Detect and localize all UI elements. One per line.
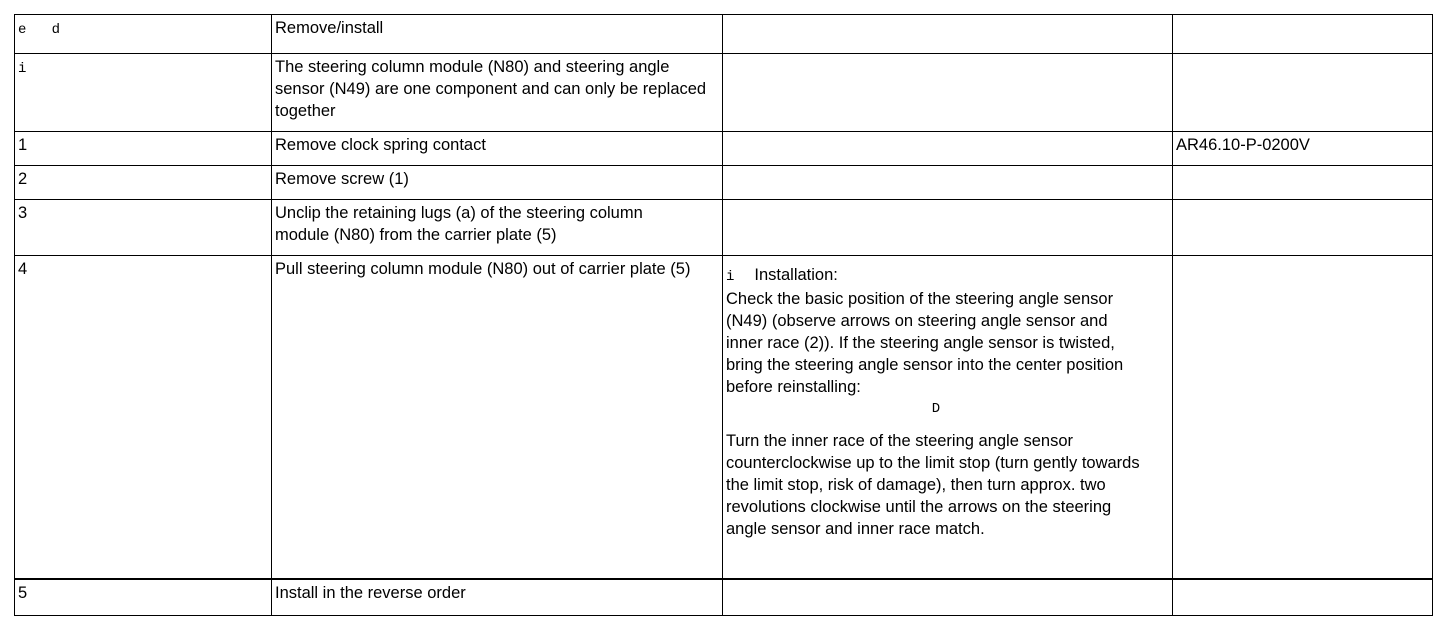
text-content: Unclip the retaining lugs (a) of the steering column module (N80) from the carrier plate (5) (275, 204, 643, 244)
header-note-cell (723, 15, 1173, 54)
note-cell (723, 579, 1173, 616)
note-cell (723, 54, 1173, 132)
step-cell: 3 (15, 200, 272, 256)
text-cell: Remove screw (1) (272, 166, 723, 200)
info-icon: i (726, 269, 735, 285)
ref-cell (1173, 200, 1433, 256)
installation-note-header (726, 264, 1168, 288)
header-step-cell (15, 15, 272, 54)
step-cell: 5 (15, 579, 272, 616)
text-cell (272, 256, 723, 580)
note-cell (723, 200, 1173, 256)
marker-d: D (931, 401, 941, 417)
installation-note-text: Check the basic position of the steering angle sensor (N49) (observe arrows on steering angle sensor and inner race (2)). If the steering angle sensor is twisted, bring the steering angle sensor into the center position before reinstalling: (726, 290, 1124, 396)
step-cell: 2 (15, 166, 272, 200)
header-ref-cell (1173, 15, 1433, 54)
table-row (15, 579, 1433, 616)
ref-cell (1173, 579, 1433, 616)
ref-cell (1173, 256, 1433, 580)
ref-cell (1173, 166, 1433, 200)
note-cell (723, 166, 1173, 200)
text-content: Pull steering column module (N80) out of carrier plate (5) (275, 260, 691, 278)
table-row (15, 256, 1433, 580)
step-cell: 4 (15, 256, 272, 580)
header-step-label: e d (18, 22, 61, 38)
text-cell: Install in the reverse order (272, 579, 723, 616)
table-row (15, 166, 1433, 200)
table-row (15, 132, 1433, 166)
step-cell (15, 54, 272, 132)
installation-note-cell (723, 256, 1173, 580)
ref-cell (1173, 54, 1433, 132)
text-cell: The steering column module (N80) and steering angle sensor (N49) are one component and can only be replaced together (272, 54, 723, 132)
text-cell (272, 200, 723, 256)
procedure-table (14, 14, 1433, 616)
ref-link[interactable]: AR46.10-P-0200V (1173, 132, 1433, 166)
table-header-row (15, 15, 1433, 54)
note-cell (723, 132, 1173, 166)
step-cell: 1 (15, 132, 272, 166)
table-row (15, 200, 1433, 256)
header-title-cell: Remove/install (272, 15, 723, 54)
table-row (15, 54, 1433, 132)
text-cell: Remove clock spring contact (272, 132, 723, 166)
installation-note-procedure: Turn the inner race of the steering angle sensor counterclockwise up to the limit stop (turn gently towards the limit stop, risk of damage), then turn approx. two revolutions clockwise until the arrows on the steering angle sensor and inner race match. (726, 432, 1140, 538)
info-icon: i (18, 61, 27, 77)
installation-label: Installation: (754, 266, 838, 284)
